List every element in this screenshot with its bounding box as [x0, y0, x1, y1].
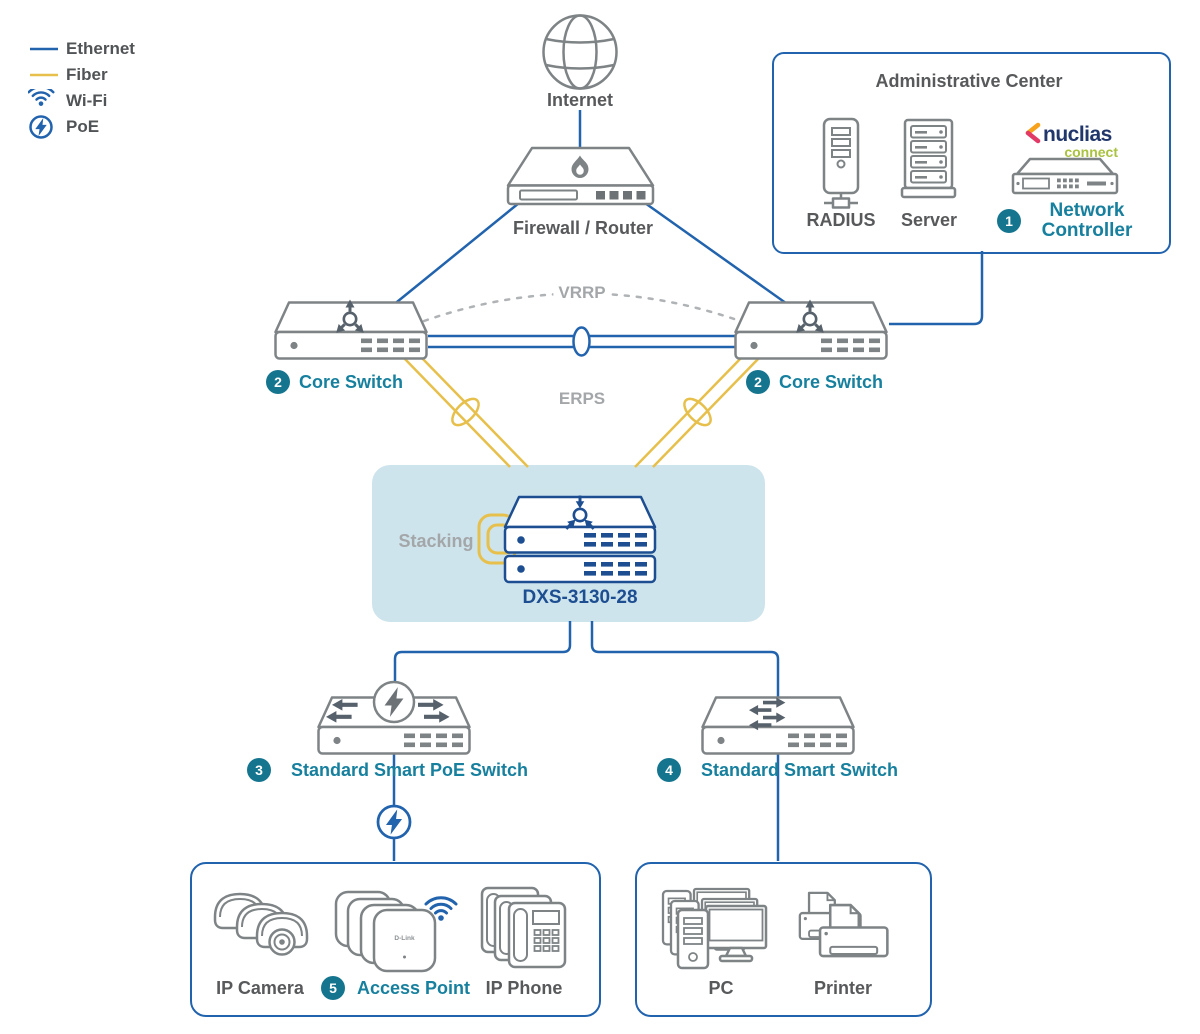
poe-switch-device: [319, 682, 470, 754]
stack-model-label: DXS-3130-28: [522, 587, 638, 608]
vrrp-annotation: VRRP: [553, 283, 610, 303]
lag-ellipse-core: [574, 328, 590, 356]
legend-item-ethernet: [28, 36, 135, 62]
lag-ellipse-fiber-right: [680, 394, 715, 429]
ethernet-links: [392, 110, 982, 861]
link-stack-poe: [395, 621, 570, 690]
pc-icon: [663, 889, 766, 968]
rack-server-icon: [902, 120, 955, 197]
firewall-label: Firewall / Router: [512, 218, 654, 238]
network-controller-icon: [1013, 159, 1117, 193]
ip-camera-label: IP Camera: [216, 978, 304, 998]
legend-item-fiber: [28, 62, 135, 88]
link-admin-core-right: [889, 251, 982, 324]
printer-label: Printer: [813, 978, 873, 998]
ap-brand-label: D-Link: [394, 935, 415, 942]
core-switch-left-label: Core Switch: [299, 372, 404, 392]
smart-switch-label: Standard Smart Switch: [701, 760, 899, 780]
poe-icon: [28, 114, 66, 140]
access-point-icon: [336, 892, 456, 971]
poe-switch-label: Standard Smart PoE Switch: [291, 760, 529, 780]
fiber-left-1: [403, 357, 510, 467]
badge-4: 4: [657, 758, 681, 782]
legend: [28, 36, 135, 140]
badge-2-right: 2: [746, 370, 770, 394]
poe-connector-icon: [378, 806, 410, 838]
link-firewall-core-right: [645, 203, 790, 306]
legend-label: Fiber: [66, 65, 108, 84]
access-point-label: Access Point: [357, 978, 471, 998]
fiber-links: [403, 357, 760, 467]
smart-switch-device: [703, 698, 854, 754]
badge-5: 5: [321, 976, 345, 1000]
admin-center-title: Administrative Center: [875, 71, 1063, 91]
firewall-router-device: [508, 148, 653, 204]
poe-lightning-icon: [374, 682, 414, 722]
fiber-line-icon: [28, 71, 66, 79]
badge-1: 1: [997, 209, 1021, 233]
nuclias-chevron-icon: [1028, 125, 1038, 141]
legend-label: Ethernet: [66, 39, 135, 58]
legend-label: Wi-Fi: [66, 91, 108, 110]
ip-phone-icon: [482, 888, 565, 967]
erps-annotation: ERPS: [558, 389, 606, 408]
brand-name: nuclias: [1043, 123, 1112, 146]
network-controller-label: Network Controller: [1041, 200, 1133, 241]
lag-ellipse-fiber-left: [448, 394, 483, 429]
core-switch-right-device: [736, 300, 887, 359]
server-label: Server: [900, 210, 958, 230]
dxs-3130-28-stack-device: [505, 496, 655, 583]
printer-icon: [800, 893, 888, 956]
internet-label: Internet: [546, 90, 614, 110]
core-switch-right-label: Core Switch: [779, 372, 884, 392]
fiber-right-1: [635, 357, 742, 467]
internet-globe-icon: [544, 16, 617, 89]
badge-3: 3: [247, 758, 271, 782]
ip-camera-icon: [215, 894, 307, 955]
brand-sub: connect: [1064, 144, 1118, 160]
fiber-right-2: [653, 357, 760, 467]
radius-label: RADIUS: [806, 210, 876, 230]
radius-server-icon: [824, 119, 858, 208]
fiber-left-2: [421, 357, 528, 467]
pc-label: PC: [708, 978, 734, 998]
link-firewall-core-left: [392, 203, 519, 306]
core-switch-left-device: [276, 300, 427, 359]
legend-item-poe: [28, 114, 135, 140]
ip-phone-label: IP Phone: [485, 978, 563, 998]
wifi-icon: [28, 89, 66, 113]
legend-item-wifi: [28, 88, 135, 114]
ethernet-line-icon: [28, 45, 66, 53]
badge-2-left: 2: [266, 370, 290, 394]
legend-label: PoE: [66, 117, 100, 136]
nuclias-connect-logo: [1028, 123, 1118, 160]
stacking-caption: Stacking: [398, 531, 474, 551]
